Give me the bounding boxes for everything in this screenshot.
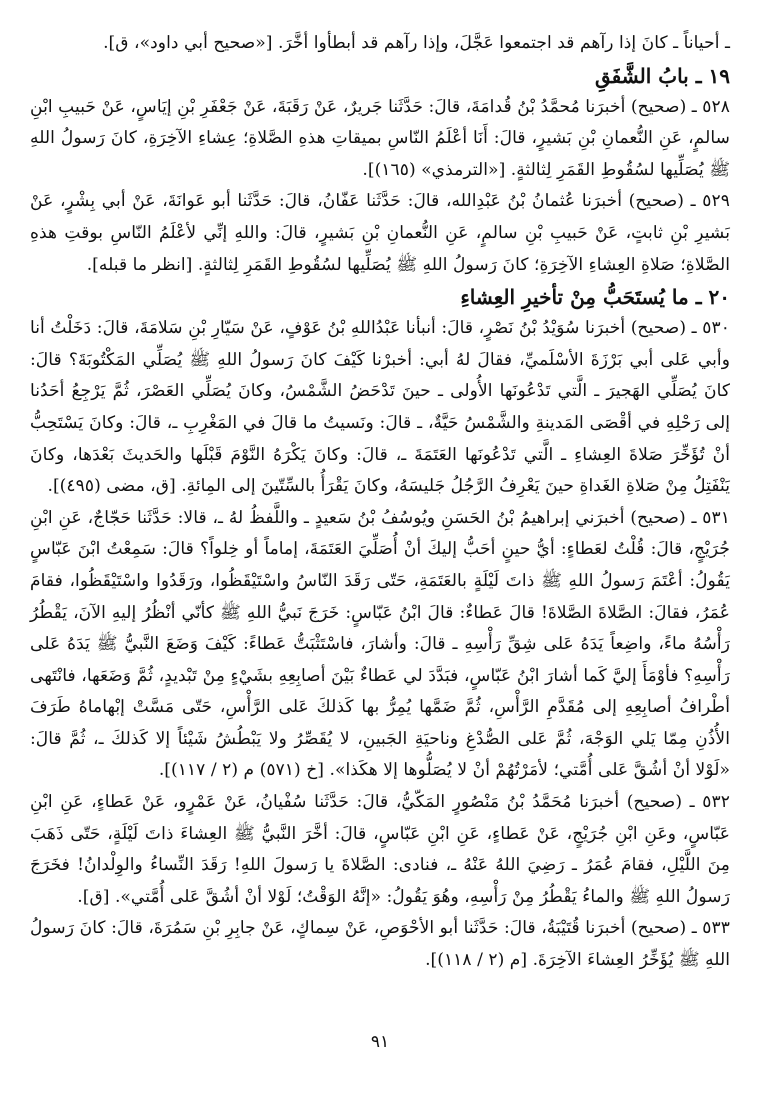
hadith-530: ٥٣٠ ـ (صحيح) أخبرَنا سُوَيْدُ بْنُ نَصْرٍ، قالَ: أنبأنا عَبْدُاللهِ بْنُ عَوْفٍ، عَنْ سَيّارِ بْنِ سَلامَةَ، قالَ: دَخَلْتُ أنا وأبي عَلى أبي بَرْزَةَ الأسْلَميِّ، فقالَ لهُ أبي: أخبرْنا كَيْفَ كانَ رَسولُ اللهِ ﷺ يُصَلِّي المَكْتُوبَةَ؟ قالَ: كانَ يُصَلِّي الهَجيرَ ـ الَّتي تَدْعُونَها الأُولى ـ حينَ تَدْحَضُ الشَّمْسُ، وكانَ يُصَلِّي العَصْرَ، ثُمَّ يَرْجِعُ أحَدُنا إلى رَحْلِهِ في أقْصَى المَدينةِ والشَّمْسُ حَيَّةٌ، ـ قالَ: ونَسيتُ ما قالَ في المَغْرِبِ ـ، قالَ: وكانَ يَسْتَحِبُّ أنْ تُؤَخِّرَ صَلاةَ العِشاءِ ـ الَّتي تَدْعُونَها العَتَمَةَ ـ، قالَ: وكانَ يَكْرَهُ النَّوْمَ قَبْلَها والحَديثَ بَعْدَها، وكانَ يَنْفَتِلُ مِنْ صَلاةِ الغَداةِ حينَ يَعْرِفُ الرَّجُلُ جَليسَهُ، وكانَ يَقْرَأُ بالسِّتّينَ إلى المِائةِ. [ق، مضى (٤٩٥)]. — [30, 318, 730, 497]
page-number: ٩١ — [370, 1032, 390, 1052]
hadith-531: ٥٣١ ـ (صحيح) أخبرَني إبراهيمُ بْنُ الحَسَنِ ويُوسُفُ بْنُ سَعيدٍ ـ واللَّفظُ لهُ ـ، قالا: حَدَّثَنا حَجّاجٌ، عَنِ ابْنِ جُرَيْجٍ، قالَ: قُلْتُ لعَطاءٍ: أيُّ حينٍ أحَبُّ إليكَ أنْ أُصَلِّيَ العَتَمَةَ، إماماً أو خِلواً؟ قالَ: سَمِعْتُ ابْنَ عَبّاسٍ يَقُولُ: أعْتَمَ رَسولُ اللهِ ﷺ ذاتَ لَيْلَةٍ بالعَتَمَةِ، حَتّى رَقَدَ النّاسُ واسْتَيْقَظُوا، ورَقَدُوا واسْتَيْقَظُوا، فقامَ عُمَرُ، فقالَ: الصَّلاةَ الصَّلاةَ! قالَ عَطاءٌ: قالَ ابْنُ عَبّاسٍ: خَرَجَ نَبيُّ اللهِ ﷺ كأنّي أنْظُرُ إليهِ الآنَ، يَقْطُرُ رَأْسُهُ ماءً، واضِعاً يَدَهُ عَلى شِقِّ رَأْسِهِ ـ قالَ: وأشارَ، فاسْتَثْبَتُّ عَطاءً: كَيْفَ وَضَعَ النَّبيُّ ﷺ يَدَهُ عَلى رَأْسِهِ؟ فأوْمَأَ إليَّ كَما أشارَ ابْنُ عَبّاسٍ، فبَدَّدَ لي عَطاءٌ بَيْنَ أصابِعِهِ بشَيْءٍ مِنْ تَبْديدٍ، ثُمَّ وَضَعَها، فانْتَهى أطْرافُ أصابِعِهِ إلى مُقَدَّمِ الرَّأْسِ، ثُمَّ ضَمَّها يُمِرُّ بها كَذلكَ عَلى الرَّأْسِ، حَتّى مَسَّتْ إبْهاماهُ طَرَفَ الأُذُنِ مِمّا يَلي الوَجْهَ، ثُمَّ عَلى الصُّدْغِ وناحيَةِ الجَبينِ، لا يُقَصِّرُ ولا يَبْطُشُ شَيْئاً إلا كَذلكَ ـ، ثُمَّ قالَ: «لَوْلا أنْ أشُقَّ عَلى أُمَّتي؛ لأمَرْتُهُمْ أنْ لا يُصَلُّوها إلا هكَذا». [خ (٥٧١) م (٢ / ١١٧)]. — [30, 507, 730, 781]
hadith-533: ٥٣٣ ـ (صحيح) أخبرَنا قُتَيْبَةُ، قالَ: حَدَّثَنا أبو الأحْوَصِ، عَنْ سِماكٍ، عَنْ جابِرِ بْنِ سَمُرَةَ، قالَ: كانَ رَسولُ اللهِ ﷺ يُؤَخِّرُ العِشاءَ الآخِرَةَ. [م (٢ / ١١٨)]. — [30, 918, 730, 971]
chapter-heading-19: ١٩ ـ بابُ الشَّفَقِ — [594, 63, 730, 88]
chapter-heading-20: ٢٠ ـ ما يُستَحَبُّ مِنْ تأخيرِ العِشاءِ — [460, 285, 730, 310]
hadith-529: ٥٢٩ ـ (صحيح) أخبرَنا عُثمانُ بْنُ عَبْدِالله، قالَ: حَدَّثَنا عَفّانُ، قالَ: حَدَّثَنا أبو عَوانَةَ، عَنْ أبي بِشْرٍ، عَنْ بَشيرِ بْنِ ثابتٍ، عَنْ حَبيبِ بْنِ سالمٍ، عَنِ النُّعمانِ بْنِ بَشيرٍ، قالَ: واللهِ إنِّي لأعْلَمُ النّاسِ بوقتِ هذهِ الصَّلاةِ؛ صَلاةِ العِشاءِ الآخِرَةِ؛ كانَ رَسولُ اللهِ ﷺ يُصَلِّيها لسُقُوطِ القَمَرِ لِثالثةٍ. [انظر ما قبله]. — [30, 191, 730, 275]
hadith-528: ٥٢٨ ـ (صحيح) أخبرَنا مُحمَّدُ بْنُ قُدامَةَ، قالَ: حَدَّثَنا جَريرٌ، عَنْ رَقَبَةَ، عَنْ جَعْفَرِ بْنِ إيَاسٍ، عَنْ حَبيبِ ابْنِ سالمٍ، عَنِ النُّعمانِ بْنِ بَشيرٍ، قالَ: أَنَا أعْلَمُ النّاسِ بميقاتِ هذهِ الصَّلاةِ؛ عِشاءِ الآخِرَةِ، كانَ رَسولُ اللهِ ﷺ يُصَلِّيها لسُقُوطِ القَمَرِ لِثالثةٍ. [«الترمذي» (١٦٥)]. — [30, 96, 730, 180]
hadith-532: ٥٣٢ ـ (صحيح) أخبرَنا مُحَمَّدُ بْنُ مَنْصُورٍ المَكّيُّ، قالَ: حَدَّثَنا سُفْيانُ، عَنْ عَمْرٍو، عَنْ عَطاءٍ، عَنِ ابْنِ عَبّاسٍ، وعَنِ ابْنِ جُرَيْجٍ، عَنْ عَطاءٍ، عَنِ ابْنِ عَبّاسٍ، قالَ: أخَّرَ النَّبيُّ ﷺ العِشاءَ ذاتَ لَيْلَةٍ، حَتّى ذَهَبَ مِنَ اللَّيْلِ، فقامَ عُمَرُ ـ رَضِيَ اللهُ عَنْهُ ـ، فنادى: الصَّلاةَ يا رَسولَ اللهِ! رَقَدَ النِّساءُ والوِلْدانُ! فخَرَجَ رَسولُ اللهِ ﷺ والماءُ يَقْطُرُ مِنْ رَأْسِهِ، وهُوَ يَقُولُ: «إنَّهُ الوَقْتُ؛ لَوْلا أنْ أشُقَّ عَلى أُمَّتي». [ق]. — [30, 792, 730, 907]
page-body — [30, 28, 730, 1088]
paragraph-continuation: ـ أحياناً ـ كانَ إذا رآهم قد اجتمعوا عَجَّلَ، وإذا رآهم قد أبطأوا أخَّرَ. [«صحيح أبي داود»، ق]. — [103, 33, 730, 53]
